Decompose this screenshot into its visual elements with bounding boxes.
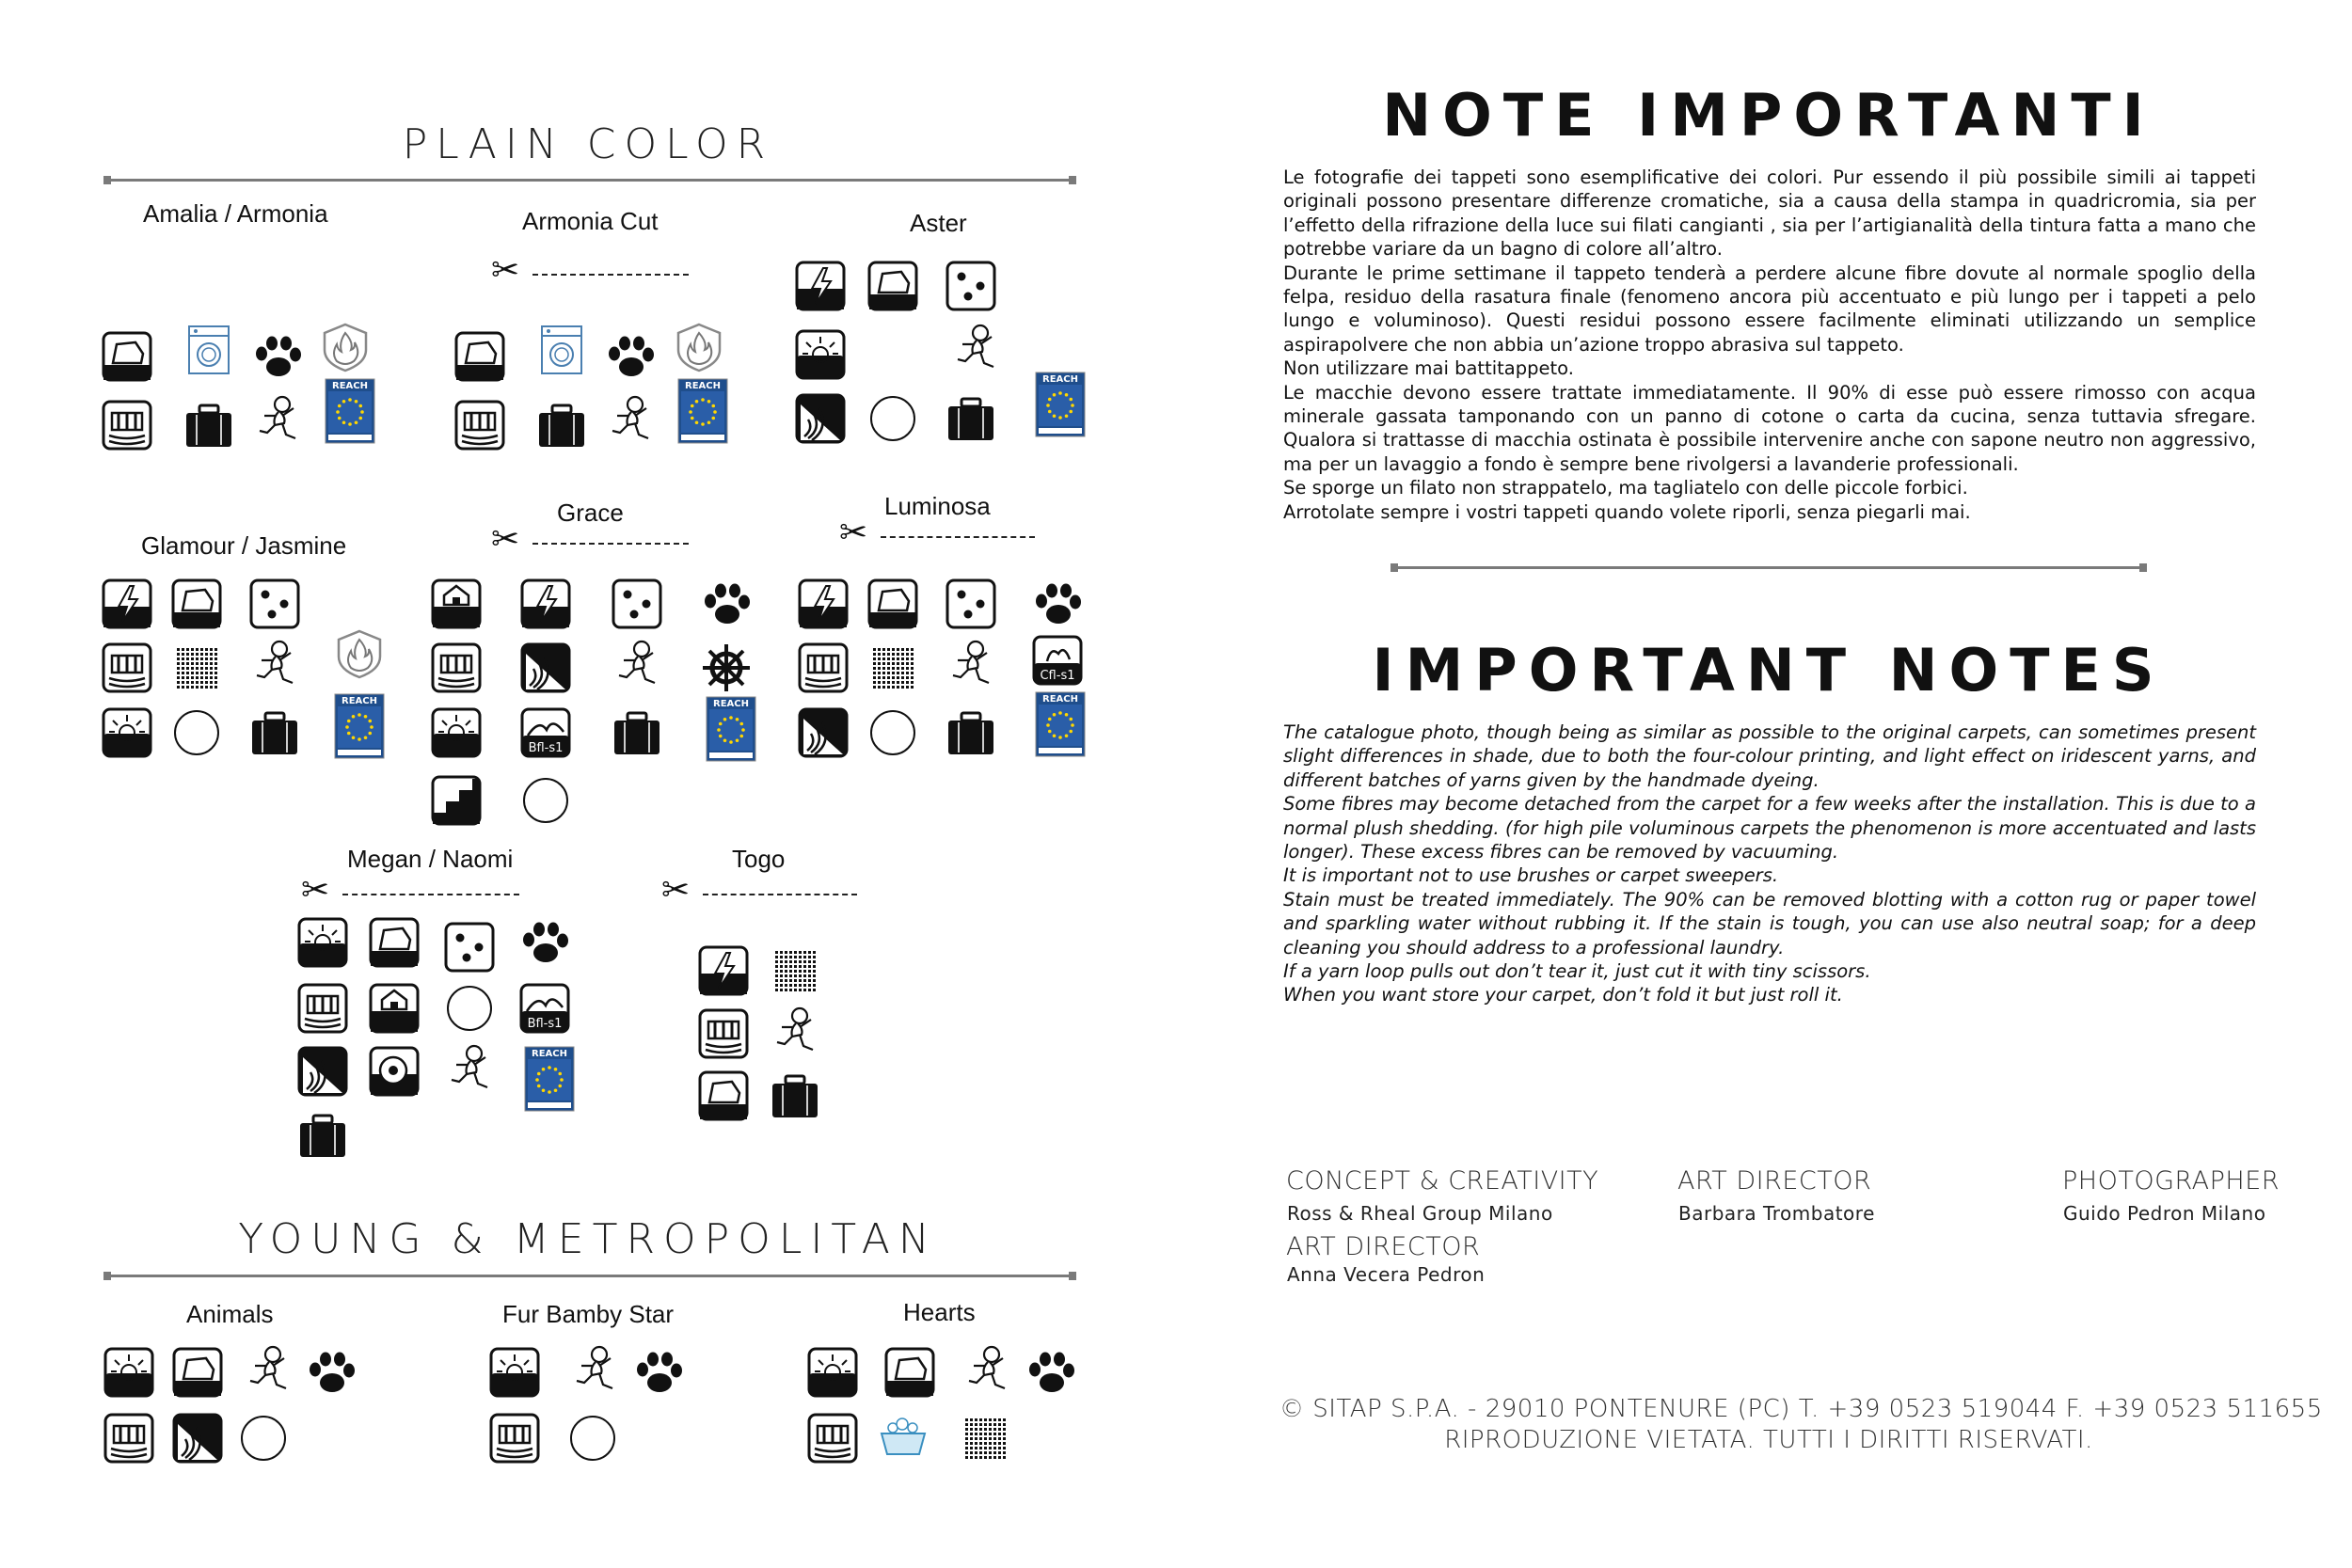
child-running-icon <box>243 1343 294 1394</box>
credit-art-director-heading: ART DIRECTOR <box>1677 1166 1872 1196</box>
note-paragraph: Non utilizzare mai battitappeto. <box>1283 357 1574 380</box>
shoe-icon <box>867 578 918 629</box>
waves-icon <box>798 707 849 758</box>
note-paragraph: Durante le prime settimane il tappeto tenderà a perdere alcune fibre dovute al normale spoglio della felpa, residuo della rasatura finale (fenomeno ancora più accentuato e più lungo per i tappeti a pelo lungo e voluminoso). Questi residui possono essere facilmente eliminati utilizzando un semplice aspirapolvere che non abbia un’azione troppo abrasiva sul tappeto. <box>1283 261 2256 356</box>
child-running-icon <box>770 1005 820 1055</box>
svg-text:Bfl-s1: Bfl-s1 <box>527 1017 563 1031</box>
circle-icon <box>867 393 918 444</box>
ship-wheel-icon <box>701 642 752 693</box>
cut-line-luminosa <box>839 514 1035 552</box>
credit-photographer-value: Guido Pedron Milano <box>2063 1202 2266 1225</box>
wash-tub-icon <box>878 1411 929 1462</box>
circle-icon <box>520 775 571 826</box>
product-megan-naomi: Megan / Naomi <box>347 845 514 873</box>
notes-english-text <box>1283 721 2256 1007</box>
child-running-icon <box>612 638 662 689</box>
dice-icon <box>249 578 300 629</box>
note-paragraph: If a yarn loop pulls out don’t tear it, just cut it with tiny scissors. <box>1283 960 1871 983</box>
circle-icon <box>567 1413 618 1464</box>
fire-resistant-icon <box>334 628 385 679</box>
waves-icon <box>297 1046 348 1097</box>
scissors-icon: ✂ <box>661 871 691 910</box>
suitcase-icon <box>612 707 662 758</box>
svg-text:REACH: REACH <box>1042 694 1078 705</box>
product-glamour-jasmine: Glamour / Jasmine <box>141 531 347 560</box>
circle-icon <box>238 1413 289 1464</box>
child-running-icon <box>605 393 656 444</box>
credit-concept-value: Ross & Rheal Group Milano <box>1287 1202 1553 1225</box>
note-paragraph: Arrotolate sempre i vostri tappeti quando volete riporli, senza piegarli mai. <box>1283 500 1971 523</box>
note-paragraph: Le macchie devono essere trattate immediatamente. Il 90% di esse può essere rimosso con acqua minerale gassata tamponando con un panno di cotone o carta da cucina, senza tuttavia sfregare. Qualora si trattasse di macchia ostinata è possibile intervenire anche con sapone neutro non aggressivo, ma per un lavaggio a fondo è sempre bene rivolgersi a lavanderie professionali. <box>1283 381 2256 475</box>
suitcase-icon <box>297 1110 348 1161</box>
stairs-icon <box>431 775 482 826</box>
footer-address: © SITAP S.P.A. - 29010 PONTENURE (PC) T. +39 0523 519044 F. +39 0523 511655 <box>1279 1395 2323 1423</box>
radiator-icon <box>489 1413 540 1464</box>
fire-resistant-icon <box>320 322 371 372</box>
reach-badge-icon <box>706 696 756 762</box>
radiator-icon <box>807 1413 858 1464</box>
product-grace: Grace <box>557 499 624 527</box>
plain-color-rule <box>105 179 1074 182</box>
svg-text:REACH: REACH <box>713 699 749 709</box>
grid-pattern-icon <box>867 642 918 693</box>
reach-badge-icon <box>677 378 728 444</box>
product-aster: Aster <box>910 209 967 237</box>
plain-color-title: PLAIN COLOR <box>402 120 774 168</box>
lightning-icon <box>698 945 749 996</box>
paw-icon <box>519 917 570 968</box>
house-icon <box>369 983 420 1034</box>
reach-badge-icon <box>325 378 375 444</box>
sun-icon <box>489 1347 540 1398</box>
credit-art-director-value: Barbara Trombatore <box>1678 1202 1875 1225</box>
radiator-icon <box>102 400 152 451</box>
product-togo: Togo <box>732 845 786 873</box>
circle-icon <box>444 983 495 1034</box>
radiator-icon <box>103 1413 154 1464</box>
child-running-icon <box>950 322 1001 372</box>
shoe-icon <box>171 578 222 629</box>
credit-photographer-heading: PHOTOGRAPHER <box>2062 1166 2280 1196</box>
shoe-icon <box>454 331 505 382</box>
grid-pattern-icon <box>770 945 820 996</box>
paw-icon <box>306 1347 357 1398</box>
important-notes-title: IMPORTANT NOTES <box>1372 636 2166 705</box>
sun-icon <box>102 707 152 758</box>
dice-icon <box>444 922 495 973</box>
radiator-icon <box>297 983 348 1034</box>
credit-concept-heading: CONCEPT & CREATIVITY <box>1286 1166 1599 1196</box>
suitcase-icon <box>946 707 996 758</box>
notes-divider <box>1392 566 2145 569</box>
lightning-icon <box>795 261 846 311</box>
note-paragraph: It is important not to use brushes or carpet sweepers. <box>1283 864 1779 887</box>
credit-art-director-2-value: Anna Vecera Pedron <box>1287 1263 1486 1286</box>
svg-text:Cfl-s1: Cfl-s1 <box>1040 669 1075 683</box>
grid-pattern-icon <box>171 642 222 693</box>
paw-icon <box>1032 578 1083 629</box>
note-paragraph: Some fibres may become detached from the carpet for a few weeks after the installation. This is due to a normal plush shedding. (for high pile voluminous carpets the phenomenon is more accentuated and lasts longer). These excess fibres can be removed by vacuuming. <box>1283 793 2256 863</box>
washing-machine-icon <box>183 325 234 375</box>
product-luminosa: Luminosa <box>884 492 991 520</box>
shoe-icon <box>369 917 420 968</box>
note-paragraph: Se sporge un filato non strappatelo, ma tagliatelo con delle piccole forbici. <box>1283 477 1968 499</box>
radiator-icon <box>454 400 505 451</box>
shoe-icon <box>102 331 152 382</box>
sun-icon <box>807 1347 858 1398</box>
fire-class-bfl-icon <box>519 983 570 1034</box>
lightning-icon <box>798 578 849 629</box>
cut-line-grace <box>491 520 689 559</box>
fire-resistant-icon <box>674 322 724 372</box>
suitcase-icon <box>946 393 996 444</box>
circle-icon <box>171 707 222 758</box>
shoe-icon <box>698 1070 749 1121</box>
suitcase-icon <box>770 1070 820 1121</box>
paw-icon <box>252 331 303 382</box>
svg-text:REACH: REACH <box>332 381 368 391</box>
young-metropolitan-rule <box>105 1275 1074 1277</box>
shoe-icon <box>172 1347 223 1398</box>
paw-icon <box>633 1347 684 1398</box>
note-paragraph: The catalogue photo, though being as similar as possible to the original carpets, can sometimes present slight differences in shade, due to both the four-colour printing, and light effect on iridescent yarns, and different batches of yarns given by the handmade dyeing. <box>1283 721 2256 791</box>
child-running-icon <box>444 1042 495 1093</box>
dice-icon <box>946 578 996 629</box>
paw-icon <box>1025 1347 1076 1398</box>
young-metropolitan-title: YOUNG & METROPOLITAN <box>238 1215 938 1263</box>
product-amalia-armonia: Amalia / Armonia <box>143 199 328 228</box>
child-running-icon <box>252 393 303 444</box>
dice-icon <box>946 261 996 311</box>
product-hearts: Hearts <box>903 1298 976 1326</box>
shoe-icon <box>867 261 918 311</box>
dice-icon <box>612 578 662 629</box>
scissors-icon: ✂ <box>491 520 520 559</box>
note-paragraph: Le fotografie dei tappeti sono esemplificative dei colori. Pur essendo il più possibile simili ai tappeti originali possono presentare differenze cromatiche, sia a causa della stampa in quadricromia, sia per l’effetto della rifrazione della luce sui filati cangianti , sia per l’artigianalità della tintura fatta a mano che potrebbe variare da un bagno di colore all’altro. <box>1283 166 2256 261</box>
circle-icon <box>867 707 918 758</box>
radiator-icon <box>698 1008 749 1059</box>
lightning-icon <box>520 578 571 629</box>
radiator-icon <box>431 642 482 693</box>
scissors-icon: ✂ <box>839 514 868 552</box>
note-paragraph: Stain must be treated immediately. The 90% can be removed blotting with a cotton rug or paper towel and sparkling water without rubbing it. If the stain is tough, you can use also neutral soap; for a deep cleaning you should address to a professional laundry. <box>1283 888 2256 958</box>
reach-badge-icon <box>524 1046 575 1112</box>
lightning-icon <box>102 578 152 629</box>
notes-italian-text <box>1283 166 2256 524</box>
scissors-icon: ✂ <box>491 251 520 290</box>
house-icon <box>431 578 482 629</box>
credit-art-director-2-heading: ART DIRECTOR <box>1286 1232 1481 1261</box>
footer-rights: RIPRODUZIONE VIETATA. TUTTI I DIRITTI RISERVATI. <box>1444 1426 2093 1454</box>
paw-icon <box>701 578 752 629</box>
svg-text:REACH: REACH <box>532 1049 567 1059</box>
radiator-icon <box>798 642 849 693</box>
svg-text:Bfl-s1: Bfl-s1 <box>528 741 564 755</box>
washing-machine-icon <box>536 325 587 375</box>
shoe-icon <box>884 1347 935 1398</box>
child-running-icon <box>946 638 996 689</box>
waves-icon <box>172 1413 223 1464</box>
child-running-icon <box>569 1343 620 1394</box>
paw-icon <box>605 331 656 382</box>
note-importanti-title: NOTE IMPORTANTI <box>1382 81 2155 150</box>
grid-pattern-icon <box>960 1413 1010 1464</box>
sun-icon <box>795 329 846 380</box>
waves-icon <box>520 642 571 693</box>
fire-class-bfl-icon <box>520 707 571 758</box>
reach-badge-icon <box>1035 372 1086 437</box>
svg-text:REACH: REACH <box>1042 374 1078 385</box>
scissors-icon: ✂ <box>301 871 330 910</box>
cut-line-megan <box>301 871 519 910</box>
radiator-icon <box>102 642 152 693</box>
reach-badge-icon <box>1035 691 1086 757</box>
reach-badge-icon <box>334 693 385 759</box>
robot-vacuum-icon <box>369 1046 420 1097</box>
waves-icon <box>795 393 846 444</box>
child-running-icon <box>961 1343 1012 1394</box>
cut-line-togo <box>661 871 857 910</box>
product-armonia-cut: Armonia Cut <box>522 207 659 235</box>
sun-icon <box>103 1347 154 1398</box>
product-fur-bamby-star: Fur Bamby Star <box>502 1300 675 1328</box>
child-running-icon <box>249 638 300 689</box>
fire-class-cfl-icon <box>1032 635 1083 686</box>
svg-text:REACH: REACH <box>342 696 377 706</box>
sun-icon <box>297 917 348 968</box>
suitcase-icon <box>249 707 300 758</box>
sun-icon <box>431 707 482 758</box>
svg-text:REACH: REACH <box>685 381 721 391</box>
note-paragraph: When you want store your carpet, don’t fold it but just roll it. <box>1283 984 1843 1006</box>
cut-line-armonia-cut <box>491 251 689 290</box>
suitcase-icon <box>183 400 234 451</box>
suitcase-icon <box>536 400 587 451</box>
product-animals: Animals <box>186 1300 274 1328</box>
